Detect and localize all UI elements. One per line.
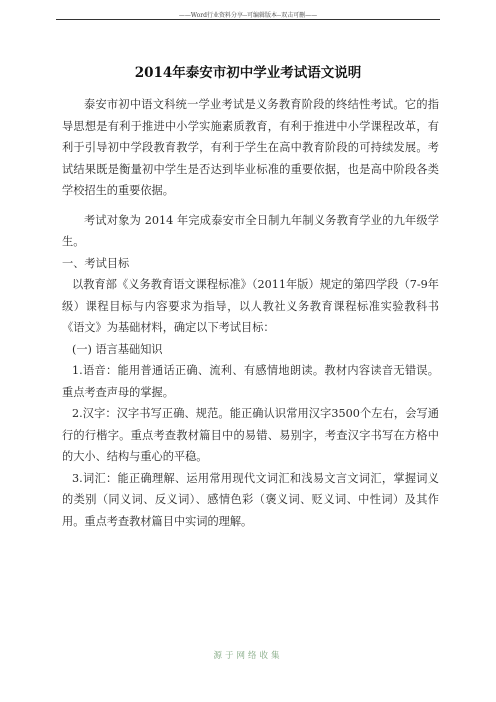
exam-target-paragraph: 考试对象为 2014 年完成泰安市全日制九年制义务教育学业的九年级学生。	[62, 213, 439, 248]
document-title: 2014年泰安市初中学业考试语文说明	[134, 65, 362, 81]
paragraph-gap	[62, 202, 439, 210]
subsection-heading-language-basics: (一) 语言基础知识	[72, 342, 163, 356]
document-body	[62, 94, 439, 532]
section-heading-exam-goals: 一、考试目标	[62, 256, 130, 270]
item-vocabulary: 3.词汇：能正确理解、运用常用现代文词汇和浅易文言文词汇，掌握词义的类别（同义词、反义词）、感情色彩（褒义词、贬义词、中性词）及其作用。重点考查教材篇目中实词的理解。	[62, 471, 439, 528]
page-header: ——Word行业资料分享--可编辑版本--双击可删——	[178, 12, 318, 19]
intro-paragraph: 泰安市初中语文科统一学业考试是义务教育阶段的终结性考试。它的指导思想是有利于推进中小学实施素质教育，有利于推进中小学课程改革，有利于引导初中学段教育教学，有利于学生在高中教育阶段的可持续发展。考试结果既是衡量初中学生是否达到毕业标准的重要依据，也是高中阶段各类学校招生的重要依据。	[62, 98, 439, 197]
header-rule	[56, 19, 440, 20]
exam-goals-paragraph: 以教育部《义务教育语文课程标准》（2011年版）规定的第四学段（7-9年级）课程目标与内容要求为指导，以人教社义务教育课程标准实验教科书《语文》为基础材料，确定以下考试目标：	[62, 278, 439, 334]
page-footer: 源于网络收集	[213, 651, 283, 661]
item-characters: 2.汉字：汉字书写正确、规范。能正确认识常用汉字3500个左右，会写通行的行楷字。重点考查教材篇目中的易错、易别字，考查汉字书写在方格中的大小、结构与重心的平稳。	[62, 407, 439, 463]
item-pronunciation: 1.语音：能用普通话正确、流利、有感情地朗读。教材内容读音无错误。重点考查声母的掌握。	[62, 364, 439, 399]
